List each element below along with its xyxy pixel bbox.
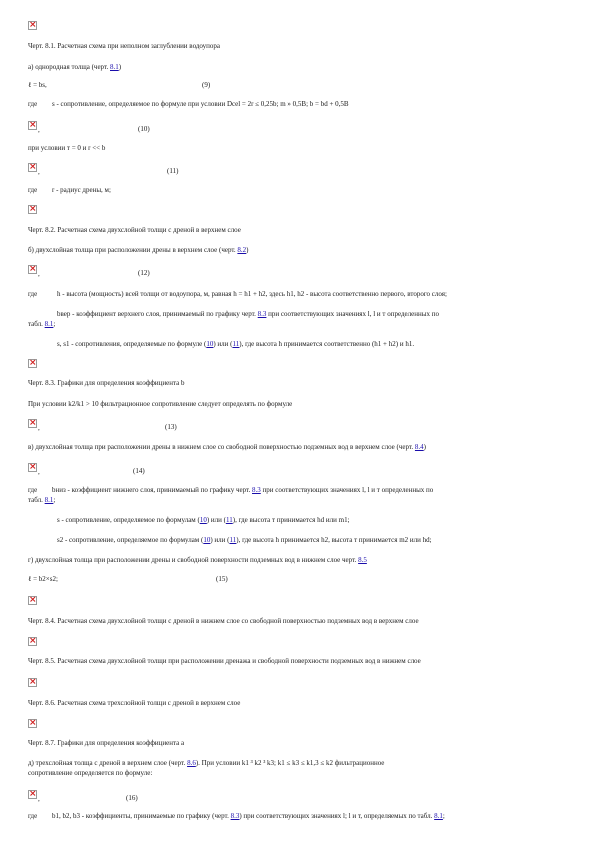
comma: , [38, 795, 40, 803]
link-fig-8-3[interactable]: 8.3 [230, 812, 240, 820]
text: ; [53, 496, 56, 504]
link-table-8-1[interactable]: 8.1 [44, 320, 54, 328]
definition [28, 496, 55, 505]
formula-number: (9) [202, 81, 211, 89]
paragraph [28, 246, 248, 255]
figure-caption: Черт. 8.1. Расчетная схема при неполном заглублении водоупора [28, 42, 221, 50]
text: ) при соответствующих значениях l; l и т, определяемых по табл. [239, 812, 435, 820]
text: b1, b2, b3 - коэффициенты, принимаемые по графику (черт. [52, 812, 231, 820]
broken-image-icon [28, 265, 37, 274]
link-fig-8-3[interactable]: 8.3 [257, 310, 267, 318]
where-label: где [28, 186, 38, 194]
text: ). При условии k1 ³ k2 ³ k3; k1 ≤ k3 ≤ k1,3 ≤ k2 фильтрационное [195, 759, 385, 767]
figure-caption: Черт. 8.6. Расчетная схема трехслойной толщи с дреной в верхнем слое [28, 699, 241, 707]
broken-image-icon [28, 205, 37, 214]
text: ) [118, 63, 122, 71]
link-fig-8-2[interactable]: 8.2 [237, 246, 247, 254]
text: б) двухслойная толща при расположении дрены в верхнем слое (черт. [28, 246, 238, 254]
broken-image-icon [28, 359, 37, 368]
definition: s - сопротивление, определяемое по формуле при условии Dcel = 2r ≤ 0,25b; m » 0,5B; b = bd + 0,5B [52, 100, 349, 108]
definition [57, 310, 439, 319]
text: ), где высота h принимается соответственно (h1 + h2) и h1. [239, 340, 415, 348]
text: s2 - сопротивление, определяемое по формулам ( [57, 536, 204, 544]
text: в) двухслойная толща при расположении дрены в нижнем слое со свободной поверхностью подземных вод в верхнем слое (черт. [28, 443, 415, 451]
paragraph [28, 759, 384, 768]
where-label: где [28, 290, 38, 298]
figure-caption: Черт. 8.4. Расчетная схема двухслойной толщи с дреной в нижнем слое со свободной поверхностью подземных вод в верхнем слое [28, 617, 419, 625]
definition: h - высота (мощность) всей толщи от водоупора, м, равная h = h1 + h2, здесь h1, h2 - высота соответственно первого, второго слоя; [57, 290, 447, 298]
text: а) однородная толща (черт. [28, 63, 110, 71]
figure-caption: Черт. 8.3. Графики для определения коэффициента b [28, 379, 185, 387]
broken-image-icon [28, 21, 37, 30]
definition [52, 486, 433, 495]
comma: , [38, 168, 40, 176]
formula-line: ℓ = bs, [28, 81, 47, 89]
paragraph: При условии k2/k1 > 10 фильтрационное сопротивление следует определять по формуле [28, 400, 293, 408]
link-fig-8-3[interactable]: 8.3 [252, 486, 261, 494]
paragraph: сопротивление определяется по формуле: [28, 769, 153, 777]
figure-caption: Черт. 8.7. Графики для определения коэффициента a [28, 739, 185, 747]
text: ) [246, 246, 249, 254]
formula-number: (12) [138, 269, 150, 277]
formula-number: (14) [133, 467, 145, 475]
text: ), где высота h принимается h2, высота т принимается m2 или hd; [236, 536, 432, 544]
where-label: где [28, 100, 38, 108]
where-label: где [28, 812, 38, 820]
text: ; [53, 320, 56, 328]
text: при соответствующих значениях l, l и т определенных по [266, 310, 439, 318]
definition [57, 536, 432, 545]
formula-number: (11) [167, 167, 179, 175]
text: s, s1 - сопротивления, определяемые по формуле ( [57, 340, 207, 348]
text: ; [442, 812, 445, 820]
text: ) или ( [213, 340, 233, 348]
broken-image-icon [28, 790, 37, 799]
formula-number: (16) [126, 794, 138, 802]
comma: , [38, 424, 40, 432]
text: табл. [28, 320, 45, 328]
definition: r - радиус дрены, м; [52, 186, 111, 194]
formula-number: (13) [165, 423, 177, 431]
link-fig-8-1[interactable]: 8.1 [110, 63, 119, 71]
paragraph [28, 443, 426, 452]
paragraph: при условии т = 0 и r << b [28, 144, 106, 152]
formula-number: (15) [216, 575, 228, 583]
broken-image-icon [28, 719, 37, 728]
link-formula-11[interactable]: 11 [232, 340, 240, 348]
link-formula-10[interactable]: 10 [206, 340, 214, 348]
broken-image-icon [28, 463, 37, 472]
text: при соответствующих значениях l, l и т определенных по [260, 486, 434, 494]
broken-image-icon [28, 163, 37, 172]
formula-line: ℓ = b2×s2; [28, 575, 58, 583]
paragraph [28, 556, 367, 565]
figure-caption: Черт. 8.2. Расчетная схема двухслойной толщи с дреной в верхнем слое [28, 226, 241, 234]
link-formula-10[interactable]: 10 [199, 516, 207, 524]
broken-image-icon [28, 596, 37, 605]
link-formula-11[interactable]: 11 [229, 536, 237, 544]
link-fig-8-5[interactable]: 8.5 [358, 556, 367, 564]
paragraph [28, 63, 121, 72]
broken-image-icon [28, 637, 37, 646]
text: г) двухслойная толща при расположении дрены и свободной поверхности подземных вод в нижнем слое черт. [28, 556, 359, 564]
definition [57, 340, 414, 349]
broken-image-icon [28, 678, 37, 687]
comma: , [38, 468, 40, 476]
broken-image-icon [28, 419, 37, 428]
text: ) или ( [206, 516, 226, 524]
link-formula-11[interactable]: 11 [225, 516, 233, 524]
comma: , [38, 270, 40, 278]
definition [28, 320, 55, 329]
definition [57, 516, 350, 525]
text: д) трехслойная толща с дреной в верхнем слое (черт. [28, 759, 188, 767]
text: ), где высота т принимается hd или m1; [232, 516, 350, 524]
link-fig-8-6[interactable]: 8.6 [187, 759, 196, 767]
where-label: где [28, 486, 38, 494]
broken-image-icon [28, 121, 37, 130]
link-table-8-1[interactable]: 8.1 [434, 812, 443, 820]
formula-number: (10) [138, 125, 150, 133]
link-table-8-1[interactable]: 8.1 [44, 496, 54, 504]
definition [52, 812, 445, 821]
text: ) или ( [210, 536, 230, 544]
figure-caption: Черт. 8.5. Расчетная схема двухслойной толщи при расположении дренажа и свободной поверхности подземных вод в нижнем слое [28, 657, 421, 665]
comma: , [38, 126, 40, 134]
text: bвер - коэффициент верхнего слоя, принимаемый по графику черт. [57, 310, 258, 318]
text: табл. [28, 496, 45, 504]
text: s - сопротивление, определяемое по формулам ( [57, 516, 200, 524]
link-fig-8-4[interactable]: 8.4 [414, 443, 424, 451]
text: ) [423, 443, 427, 451]
text: bниз - коэффициент нижнего слоя, принимаемый по графику черт. [52, 486, 253, 494]
link-formula-10[interactable]: 10 [203, 536, 211, 544]
